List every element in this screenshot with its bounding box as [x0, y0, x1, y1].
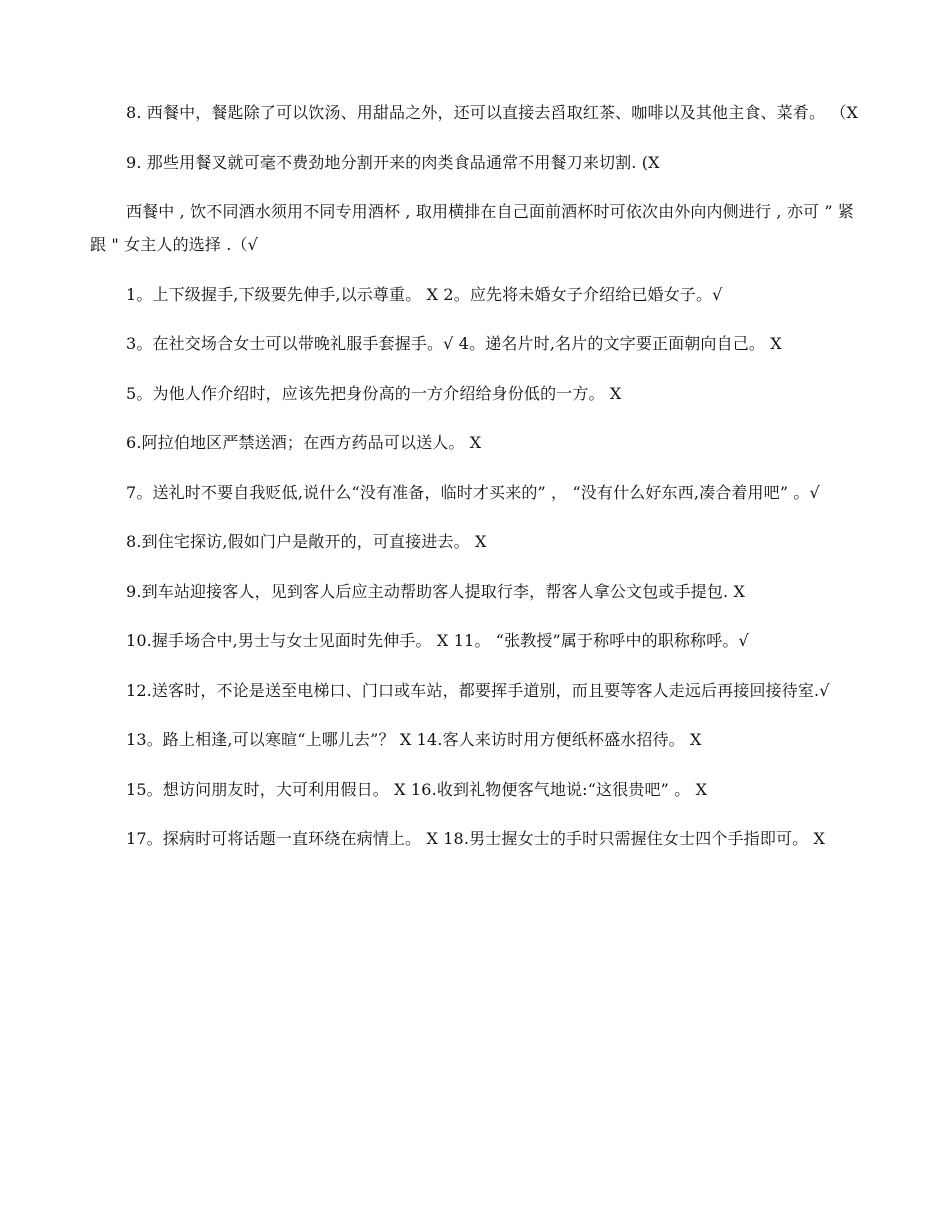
- question-1-2-handshake-introduction: 1。上下级握手,下级要先伸手,以示尊重。 X 2。应先将未婚女子介绍给已婚女子。√: [126, 284, 723, 304]
- question-15-16-visit-gift-reply: 15。想访问朋友时，大可利用假日。 X 16.收到礼物便客气地说:“这很贵吧” 。 X: [126, 779, 708, 799]
- question-5-introduction-order: 5。为他人作介绍时，应该先把身份高的一方介绍给身份低的一方。 X: [126, 383, 622, 403]
- question-13-14-greeting-paper-cup: 13。路上相逢,可以寒暄“上哪儿去”？ X 14.客人来访时用方便纸杯盛水招待。 X: [126, 730, 702, 749]
- question-7-gift-modesty: 7。送礼时不要自我贬低,说什么“没有准备，临时才买来的” ， “没有什么好东西,凑合着用吧” 。√: [126, 482, 820, 502]
- question-western-spoon: 8. 西餐中，餐匙除了可以饮汤、用甜品之外，还可以直接去舀取红茶、咖啡以及其他主食、菜肴。 （X: [126, 103, 859, 122]
- question-3-4-gloves-business-card: 3。在社交场合女士可以带晚礼服手套握手。√ 4。递名片时,名片的文字要正面朝向自己。 X: [126, 334, 782, 353]
- document-body: [90, 96, 862, 872]
- question-western-wine-glass: 西餐中 , 饮不同酒水须用不同专用酒杯 , 取用横排在自己面前酒杯时可依次由外向内侧进行 , 亦可 ” 紧跟 " 女主人的选择 .（√: [90, 202, 855, 254]
- question-17-18-sick-visit-handshake: 17。探病时可将话题一直环绕在病情上。 X 18.男士握女士的手时只需握住女士四个手指即可。 X: [126, 829, 826, 848]
- question-8-home-visit: 8.到住宅探访,假如门户是敞开的，可直接进去。 X: [126, 532, 487, 551]
- question-6-gifts-arab-west: 6.阿拉伯地区严禁送酒；在西方药品可以送人。 X: [126, 433, 482, 452]
- question-12-seeing-off-guest: 12.送客时，不论是送至电梯口、门口或车站，都要挥手道别，而且要等客人走远后再接回接待室.√: [126, 680, 830, 700]
- question-western-fork: 9. 那些用餐叉就可毫不费劲地分割开来的肉类食品通常不用餐刀来切割. (X: [126, 152, 660, 172]
- question-9-station-pickup: 9.到车站迎接客人，见到客人后应主动帮助客人提取行李，帮客人拿公文包或手提包. X: [126, 581, 745, 601]
- question-10-11-handshake-title: 10.握手场合中,男士与女士见面时先伸手。 X 11。 “张教授”属于称呼中的职称称呼。√: [126, 631, 749, 650]
